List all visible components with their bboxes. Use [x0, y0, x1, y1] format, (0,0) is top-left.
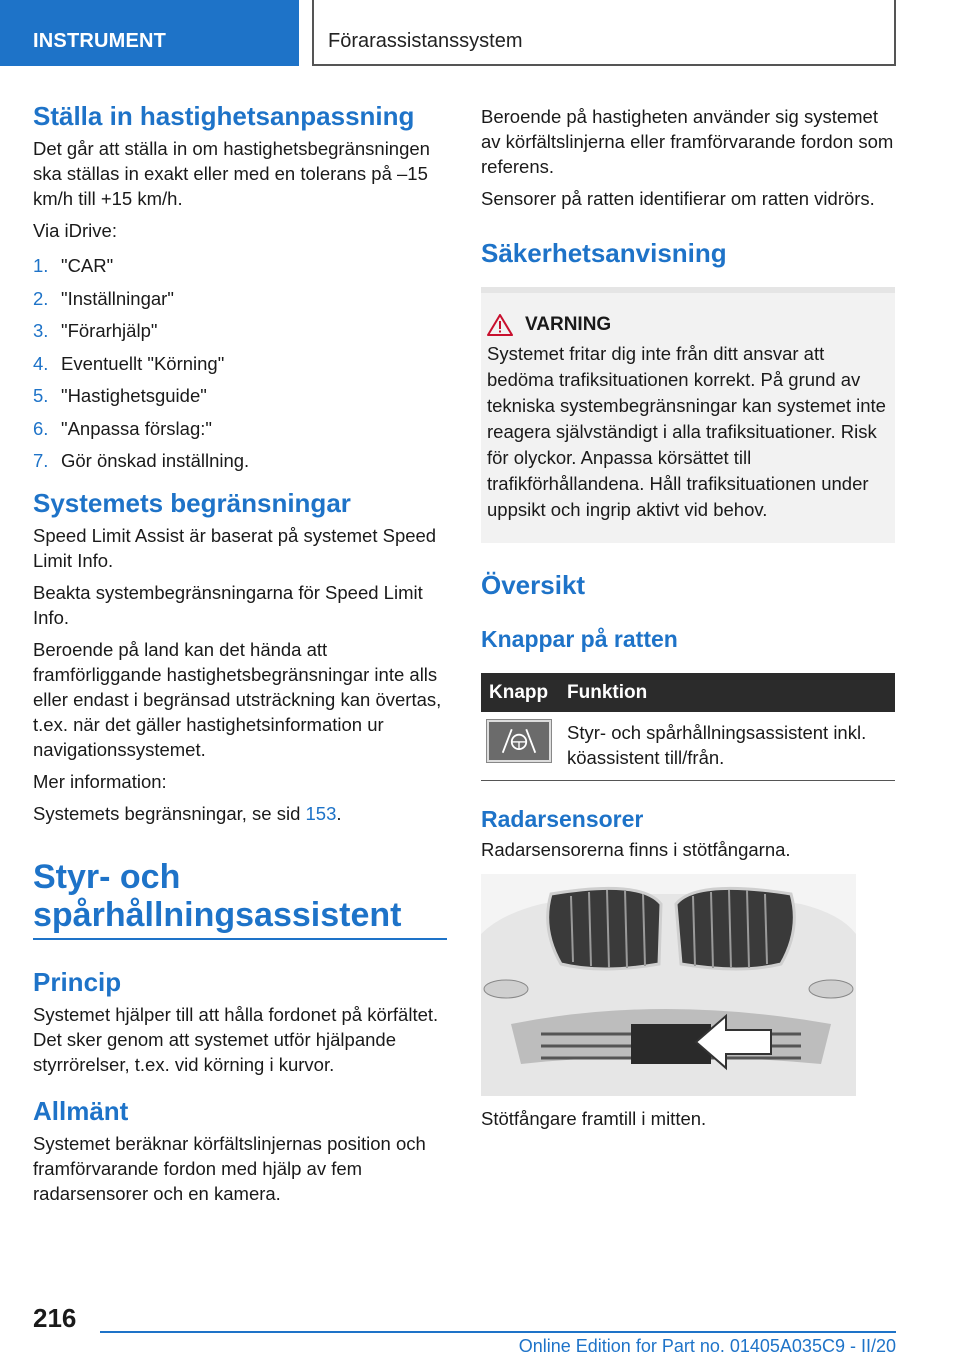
- steering-assist-heading: Styr- och spårhållningsassistent: [33, 858, 402, 934]
- system-limits-text-1: Speed Limit Assist är baserat på systemet Speed Limit Info.: [33, 525, 437, 571]
- page-reference-text: Systemets begränsningar, se sid 153.: [33, 803, 342, 824]
- column-header-function: Funktion: [559, 673, 895, 712]
- steering-assist-icon: [487, 720, 551, 762]
- sensor-text: Sensorer på ratten identifierar om ratten vidrörs.: [481, 188, 875, 209]
- list-item: 7. Gör önskad inställning.: [33, 450, 250, 471]
- front-bumper-image: [481, 874, 856, 1096]
- image-caption: Stötfångare framtill i mitten.: [481, 1108, 707, 1129]
- right-column: [481, 104, 895, 1131]
- safety-heading: Säkerhetsanvisning: [481, 238, 727, 268]
- general-heading: Allmänt: [33, 1096, 129, 1126]
- page-number: 216: [33, 1303, 77, 1333]
- system-limits-heading: Systemets begränsningar: [33, 488, 351, 518]
- overview-heading: Översikt: [481, 570, 586, 600]
- warning-box: [481, 287, 895, 543]
- via-idrive-text: Via iDrive:: [33, 220, 117, 241]
- left-column: [33, 100, 447, 1206]
- steering-buttons-heading: Knappar på ratten: [481, 626, 678, 652]
- buttons-table: [481, 673, 895, 781]
- radar-sensors-heading: Radarsensorer: [481, 806, 644, 832]
- warning-label: VARNING: [525, 314, 612, 335]
- more-info-text: Mer information:: [33, 771, 167, 792]
- list-item: 6. "Anpassa förslag:": [33, 417, 212, 439]
- column-header-key: Knapp: [481, 673, 559, 712]
- system-limits-text-3: Beroende på land kan det hända att framförliggande hastighetsbegränsningar inte alls eller endast i begränsad utsträckning kan övertas, t.ex. när det gäller hastighetsinformation ur navigationssystemet.: [33, 639, 442, 760]
- speed-adaptation-text: Det går att ställa in om hastighetsbegränsningen ska ställas in exakt eller med en tolerans på –15 km/h till +15 km/h.: [33, 138, 430, 209]
- table-header-row: [481, 673, 895, 712]
- heading-divider: [33, 938, 447, 940]
- chapter-title: Förarassistanssystem: [312, 0, 896, 66]
- warning-triangle-icon: [487, 314, 513, 336]
- list-item: 2. "Inställningar": [33, 287, 174, 309]
- general-text: Systemet beräknar körfältslinjernas position och framförvarande fordon med hjälp av fem radarsensorer och en kamera.: [33, 1133, 426, 1204]
- footer-edition-text: Online Edition for Part no. 01405A035C9 - II/20: [518, 1336, 896, 1356]
- radar-sensors-text: Radarsensorerna finns i stötfångarna.: [481, 839, 791, 860]
- speed-adaptation-heading: Ställa in hastighetsanpassning: [33, 101, 415, 131]
- function-cell: Styr- och spårhållningsassistent inkl. köassistent till/från.: [559, 712, 895, 781]
- list-item: 3. "Förarhjälp": [33, 320, 158, 341]
- idrive-steps-list: [33, 253, 447, 473]
- warning-header: [487, 313, 889, 337]
- principle-heading: Princip: [33, 967, 122, 997]
- footer-divider: [100, 1331, 896, 1333]
- system-limits-text-2: Beakta systembegränsningarna för Speed Limit Info.: [33, 582, 423, 628]
- section-tab: INSTRUMENT: [0, 0, 299, 66]
- principle-text: Systemet hjälper till att hålla fordonet på körfältet. Det sker genom att systemet utför hjälpande styrrörelser, t.ex. vid körning i kurvor.: [33, 1004, 439, 1075]
- key-cell: [481, 712, 559, 781]
- list-item: 4. Eventuellt "Körning": [33, 352, 225, 374]
- reference-text: Beroende på hastigheten använder sig systemet av körfältslinjerna eller framförvarande fordon som referens.: [481, 106, 894, 177]
- page-header: [0, 0, 960, 66]
- list-item: 1. "CAR": [33, 255, 114, 276]
- warning-text: Systemet fritar dig inte från ditt ansvar att bedöma trafiksituationen korrekt. På grund av tekniska systembegränsningar kan systemet inte reagera självständigt i alla trafiksituationer. Risk för olyckor. Anpassa körsättet till trafikförhållandena. Håll trafiksituationen under uppsikt och ingrip aktivt vid behov.: [487, 343, 886, 520]
- table-row: [481, 712, 895, 781]
- list-item: 5. "Hastighetsguide": [33, 385, 207, 406]
- page-link[interactable]: 153: [305, 803, 337, 824]
